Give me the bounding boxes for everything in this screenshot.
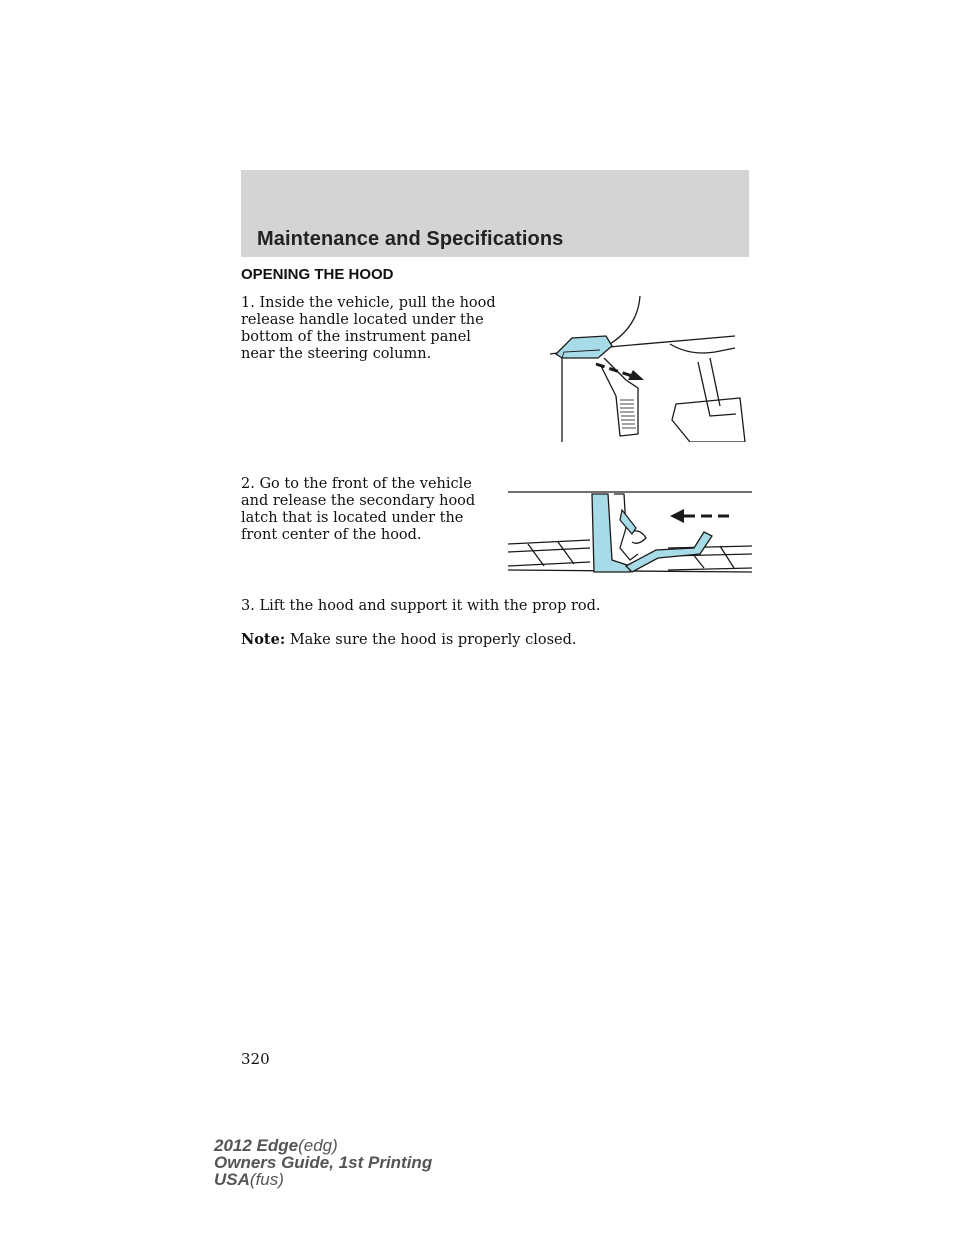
note-paragraph — [241, 631, 761, 649]
secondary-hood-latch-illustration — [508, 488, 752, 574]
footer-model-code: (edg) — [298, 1136, 338, 1155]
footer-guide: Owners Guide, 1st Printing — [214, 1153, 433, 1172]
section-header-band — [241, 170, 749, 257]
step-1-text: 1. Inside the vehicle, pull the hood release handle located under the bottom of the instrument panel near the steering column. — [241, 295, 496, 362]
step-2-text: 2. Go to the front of the vehicle and release the secondary hood latch that is located under the front center of the hood. — [241, 476, 476, 543]
footer-model: 2012 Edge — [214, 1136, 299, 1155]
pull-direction-arrow — [596, 364, 644, 380]
footer-line-model — [214, 1137, 432, 1154]
push-direction-arrow — [670, 509, 734, 523]
section-title: Maintenance and Specifications — [257, 228, 564, 250]
secondary-latch-lever — [626, 532, 712, 572]
page-number: 320 — [241, 1050, 270, 1068]
hood-release-handle — [556, 336, 612, 358]
document-footer — [214, 1137, 432, 1188]
step-3-text: 3. Lift the hood and support it with the prop rod. — [241, 598, 601, 614]
footer-line-region — [214, 1171, 432, 1188]
section-heading: OPENING THE HOOD — [241, 266, 394, 283]
latch-catch — [620, 510, 636, 534]
hood-release-handle-illustration — [540, 296, 750, 442]
footer-region-code: (fus) — [249, 1170, 284, 1189]
note-label: Note: — [241, 631, 286, 648]
note-text: Make sure the hood is properly closed. — [289, 632, 577, 648]
footer-region: USA — [214, 1170, 250, 1189]
